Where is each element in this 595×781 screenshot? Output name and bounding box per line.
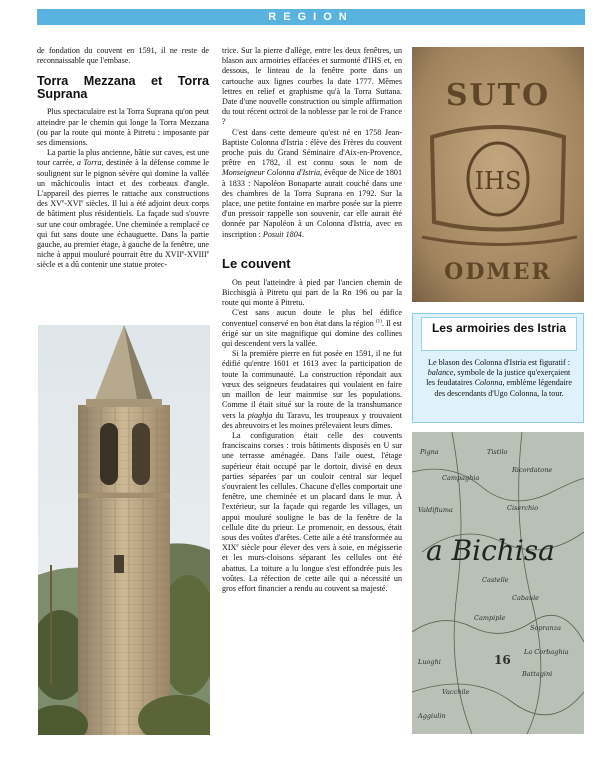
bell-tower-photo xyxy=(38,325,210,735)
armoiries-text: Le blason des Colonna d'Istria est figuratif : balance, symbole de la justice qu'exerçaient les feudataires Colonna, emblème légendaire des descendants d'Ugo Colonna, la tour. xyxy=(426,358,572,398)
map-label: Luoghi xyxy=(418,658,441,666)
map-big-label: a Bichisa xyxy=(426,534,555,567)
armoiries-title: Les armoiries des Istria xyxy=(431,321,567,335)
paragraph-torra-1: Plus spectaculaire est la Torra Suprana qu'on peut atteindre par le chemin qui longe la Torra Mezzana (ou par la route qui monte à Pitretu : imposante par ses dimensions. xyxy=(37,107,209,148)
section-title: REGION xyxy=(268,11,354,23)
paragraph-couvent-2: C'est sans aucun doute le plus bel édifice conventuel conservé en bon état dans la région $^{(1)}$. Il est érigé sur un site magnifique qui domine des collines qui descendent vers la vallée. xyxy=(222,308,402,349)
relief-bottom-text: ODMER xyxy=(444,259,552,285)
paragraph-torra-2: La partie la plus ancienne, bâtie sur caves, est une tour carrée, a Torra, destinée à la défense comme le soulignent sur le pignon sévère qui domine la vallée un mâchicoulis intact et des corbeaux d'angle. L'appareil des pierres le rattache aux constructions des XVe-XVIe siècles. Il lui a été adjoint deux corps de bâtiment plus résidentiels. La façade sud s'ouvre sur une cour ombragée. Une cheminée a remplacé ce qui fut sans doute une échauguette. Dans la partie gauche, au premier étage, à gauche de la fenêtre, une niche à appui mouluré pourrait être du XVIIe-XVIIIe siècle et a dû contenir une statue protec- xyxy=(37,148,210,270)
map-label: Battagini xyxy=(522,670,553,678)
heading-torra: Torra Mezzana et Torra Suprana xyxy=(37,74,209,102)
map-label: Campaghia xyxy=(442,474,480,482)
map-label: Castelle xyxy=(482,576,509,584)
map-label: Pigna xyxy=(420,448,439,456)
old-map-image xyxy=(412,432,584,734)
map-label: Valdifiuma xyxy=(418,506,453,514)
paragraph-torra-3: trice. Sur la pierre d'allège, entre les deux fenêtres, un blason aux armoiries effacées et surmonté d'IHS et, en dessous, le linteau de la fenêtre porte dans un cartouche aux lignes courbes la date 1777. Mêmes lettres en relief et graphisme qu'à la Torra Suttana. Date d'une nouvelle construction ou simple affirmation du tout récent octroi de la noblesse par le roi de France ? xyxy=(222,46,402,127)
map-label: La Corbaghia xyxy=(524,648,569,656)
text-column-2 xyxy=(222,46,402,594)
intro-paragraph: de fondation du couvent en 1591, il ne reste de reconnaissable que l'embase. xyxy=(37,46,209,66)
paragraph-colonna: C'est dans cette demeure qu'est né en 1758 Jean-Baptiste Colonna d'Istria : élève des Frères du couvent proche puis du Grand Séminaire d'Aix-en-Provence, prêtre en 1782, il est connu sous le nom de Monseigneur Colonna d'Istria, évêque de Nice de 1801 à 1833 : Napoléon Bonaparte aurait couché dans une des chambres de la Torra Suprana en 1792. Sur la place, une petite fontaine en marbre posée sur la pierre d'un pressoir rappelle son souvenir, car elle aurait été donnée par Napoléon à un Colonna d'Istria, avec en inscription : Posuit 1804. xyxy=(222,127,402,239)
armoiries-box xyxy=(412,313,584,423)
relief-top-text: SUTO xyxy=(445,78,551,113)
map-label: Campiple xyxy=(474,614,506,622)
map-label: Sopranza xyxy=(530,624,561,632)
armoiries-title-box xyxy=(421,317,577,351)
map-label: Tistilo xyxy=(487,448,508,456)
paragraph-couvent-3: Si la première pierre en fut posée en 1591, il ne fut édifié qu'entre 1601 et 1613 avec la participation de toute la communauté. La construction répondait aux vœux des seigneurs feudataires qui voulaient en faire un maillon de leur mainmise sur les populations. Comme il était situé sur la route de la transhumance vers la piaghja du Taravu, les troupeaux y trouvaient des abreuvoirs et les moines prélevaient leurs dîmes. xyxy=(222,349,403,430)
map-label: Ricordatone xyxy=(512,466,553,474)
map-label: Vacchile xyxy=(442,688,470,696)
relief-ihs-text: IHS xyxy=(474,167,522,195)
map-label: Aggiulin xyxy=(418,712,446,720)
map-number: 16 xyxy=(494,653,511,667)
section-banner xyxy=(37,9,585,25)
map-label: Ciserchio xyxy=(507,504,539,512)
map-label: Cabaule xyxy=(512,594,539,602)
stone-relief-photo xyxy=(412,47,584,302)
paragraph-couvent-1: On peut l'atteindre à pied par l'ancien chemin de Bicchisgià à Pitretu qui part de la Rn 196 ou par la route qui monte à Pitretu. xyxy=(222,277,402,308)
heading-couvent: Le couvent xyxy=(222,255,291,271)
text-column-1 xyxy=(37,46,209,271)
paragraph-couvent-4: La configuration était celle des couvents franciscains corses : trois bâtiments disposés en U sur une terrasse aménagée. Dans l'aile ouest, l'étage supérieur était occupé par le dortoir, divisé en deux parties séparées par un couloir central sur lequel s'ouvraient les cellules. Chacune d'elles comportait une fenêtre, une cheminée et un placard dans le mur. À l'extérieur, sur la façade qui regarde les villages, un appui mouluré souligne le bas de la fenêtre de la cellule dite du prieur. Le promenoir, en dessous, était sous des voûtes d'arêtes. Cette aile a été transformée au XIXe siècle pour élever des vers à soie, en mégisserie et les murs-cloisons séparant les cellules ont été abattus. La toiture a lu longue s'est effondrée puis les voûtes. La réfection de cette aile qui a nécessité un gros effort financier a rendu au couvent sa majesté. xyxy=(222,430,402,593)
